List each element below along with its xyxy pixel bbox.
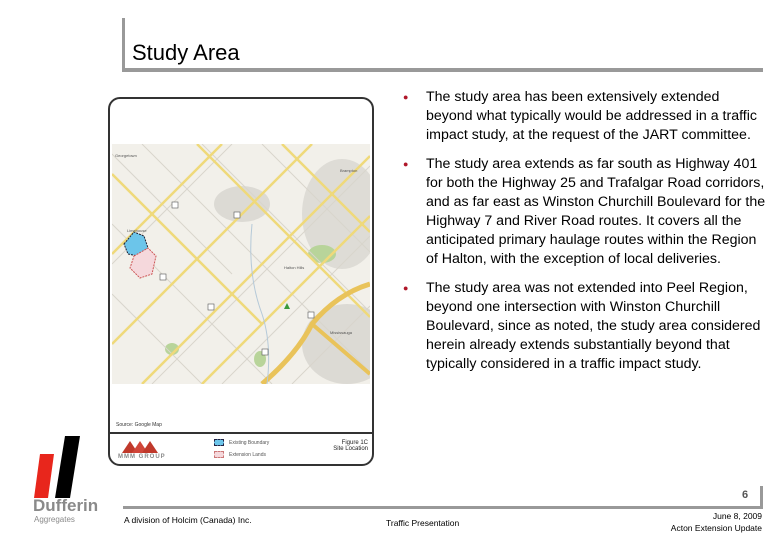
footer-date: June 8, 2009 [712, 511, 762, 521]
legend-label: Existing Boundary [229, 439, 270, 446]
svg-text:Halton Hills: Halton Hills [284, 265, 305, 270]
bullet-list [397, 88, 767, 384]
footer-date-block [671, 510, 762, 534]
svg-text:Limehouse: Limehouse [127, 228, 147, 233]
legend-label: Extension Lands [229, 451, 266, 458]
page-number: 6 [742, 489, 749, 501]
legend-extension-lands [214, 451, 266, 458]
brand-name: Dufferin [33, 496, 99, 515]
bullet-item [397, 155, 767, 269]
study-area-map [112, 144, 370, 384]
bullet-item [397, 279, 767, 374]
figure-label [322, 440, 368, 452]
footer-presentation: Traffic Presentation [386, 518, 460, 528]
map-graphic [112, 144, 370, 384]
svg-text:Brampton: Brampton [340, 168, 358, 173]
map-source-caption: Source: Google Map [116, 422, 162, 428]
bullet-dot-icon: ● [403, 283, 409, 293]
bullet-dot-icon: ● [403, 92, 409, 102]
bullet-text: The study area was not extended into Peel Region, beyond one intersection with Winston Churchill Boulevard, since as noted, the study area considered herein already extends substantially beyond that typically considered in a traffic impact study. [426, 280, 761, 372]
footer-horizontal-rule [123, 506, 761, 509]
footer-division: A division of Holcim (Canada) Inc. [124, 515, 252, 525]
bullet-text: The study area has been extensively extended beyond what typically would be addressed in a traffic impact study, at the request of the JART committee. [426, 89, 757, 143]
figure-number: Figure 1C [341, 440, 368, 446]
dufferin-logo-icon [32, 436, 84, 498]
legend-swatch-existing [214, 439, 224, 446]
mmm-group-logo-text: MMM GROUP [118, 454, 166, 460]
brand-subtitle: Aggregates [34, 515, 75, 524]
legend-existing-boundary [214, 439, 269, 446]
title-horizontal-rule [122, 68, 763, 72]
svg-text:Georgetown: Georgetown [115, 153, 137, 158]
svg-text:Mississauga: Mississauga [330, 330, 353, 335]
bullet-text: The study area extends as far south as Highway 401 for both the Highway 25 and Trafalgar Road corridors, and as far east as Winston Churchill Boulevard for the Highway 7 and River Road routes. It covers all the anticipated primary haulage routes within the Region of Halton, with the exception of local deliveries. [426, 156, 766, 267]
figure-title: Site Location [333, 446, 368, 452]
footer-subtitle: Acton Extension Update [670, 523, 762, 533]
title-vertical-rule [122, 18, 125, 70]
bullet-dot-icon: ● [403, 159, 409, 169]
legend-swatch-extension [214, 451, 224, 458]
bullet-item [397, 88, 767, 145]
slide-title: Study Area [132, 40, 240, 65]
